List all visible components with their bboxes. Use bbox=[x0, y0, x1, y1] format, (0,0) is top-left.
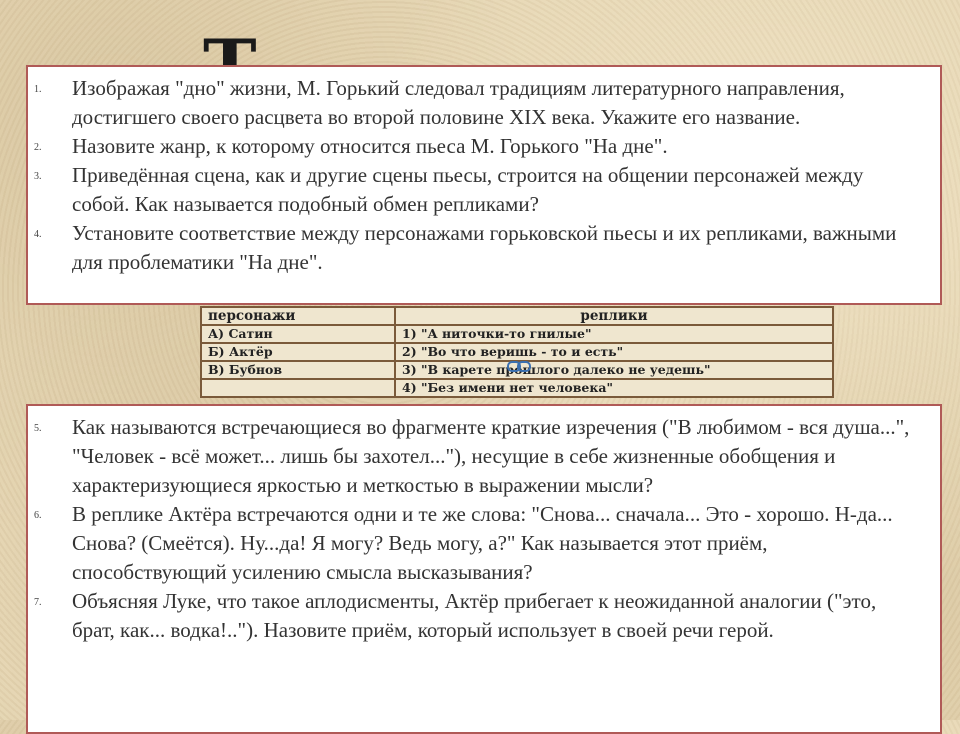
question-text: Назовите жанр, к которому относится пьеса М. Горького "На дне". bbox=[72, 134, 668, 158]
question-text: Приведённая сцена, как и другие сцены пьесы, строится на общении персонажей между собой. Как называется подобный обмен репликами? bbox=[72, 163, 864, 216]
question-list-top bbox=[28, 74, 940, 277]
question-number: 4. bbox=[34, 229, 42, 240]
question-text: Как называются встречающиеся во фрагменте краткие изречения ("В любимом - вся душа...", "Человек - всё может... лишь бы захотел..."), несущие в себе жизненные обобщения и характеризующиеся яркостью и меткостью в выражении мысли? bbox=[72, 415, 910, 497]
table-row bbox=[201, 325, 833, 343]
question-text: Изображая "дно" жизни, М. Горький следовал традициям литературного направления, достигшего своего расцвета во второй половине XIX века. Укажите его название. bbox=[72, 76, 845, 129]
question-number: 7. bbox=[34, 597, 42, 608]
question-number: 1. bbox=[34, 84, 42, 95]
header-characters: персонажи bbox=[201, 307, 395, 325]
question-text: Установите соответствие между персонажами горьковской пьесы и их репликами, важными для проблематики "На дне". bbox=[72, 221, 897, 274]
hyperlink-icon[interactable] bbox=[506, 356, 532, 376]
question-item bbox=[28, 500, 940, 587]
question-text: В реплике Актёра встречаются одни и те же слова: "Снова... сначала... Это - хорошо. Н-да... Снова? (Смеётся). Ну...да! Я могу? Ведь могу, а?" Как называется этот приём, способствующий усилению смысла высказывания? bbox=[72, 502, 893, 584]
character-cell: В) Бубнов bbox=[201, 361, 395, 379]
reply-cell: 4) "Без имени нет человека" bbox=[395, 379, 833, 397]
question-text: Объясняя Луке, что такое аплодисменты, Актёр прибегает к неожиданной аналогии ("это, брат, как... водка!.."). Назовите приём, который использует в своей речи герой. bbox=[72, 589, 877, 642]
question-item bbox=[28, 74, 940, 132]
question-item bbox=[28, 587, 940, 645]
question-number: 2. bbox=[34, 142, 42, 153]
reply-cell: 3) "В карете прошлого далеко не уедешь" bbox=[395, 361, 833, 379]
questions-panel-bottom bbox=[26, 404, 942, 734]
question-number: 6. bbox=[34, 510, 42, 521]
matching-table bbox=[200, 306, 834, 398]
reply-cell: 1) "А ниточки-то гнилые" bbox=[395, 325, 833, 343]
question-item bbox=[28, 132, 940, 161]
table-header-row bbox=[201, 307, 833, 325]
character-cell: Б) Актёр bbox=[201, 343, 395, 361]
question-item bbox=[28, 219, 940, 277]
header-replies: реплики bbox=[395, 307, 833, 325]
reply-cell: 2) "Во что веришь - то и есть" bbox=[395, 343, 833, 361]
character-cell: А) Сатин bbox=[201, 325, 395, 343]
questions-panel-top bbox=[26, 65, 942, 305]
table-row bbox=[201, 379, 833, 397]
question-number: 5. bbox=[34, 423, 42, 434]
question-list-bottom bbox=[28, 413, 940, 645]
character-cell bbox=[201, 379, 395, 397]
question-number: 3. bbox=[34, 171, 42, 182]
question-item bbox=[28, 413, 940, 500]
question-item bbox=[28, 161, 940, 219]
slide-title-glyph bbox=[203, 30, 257, 68]
